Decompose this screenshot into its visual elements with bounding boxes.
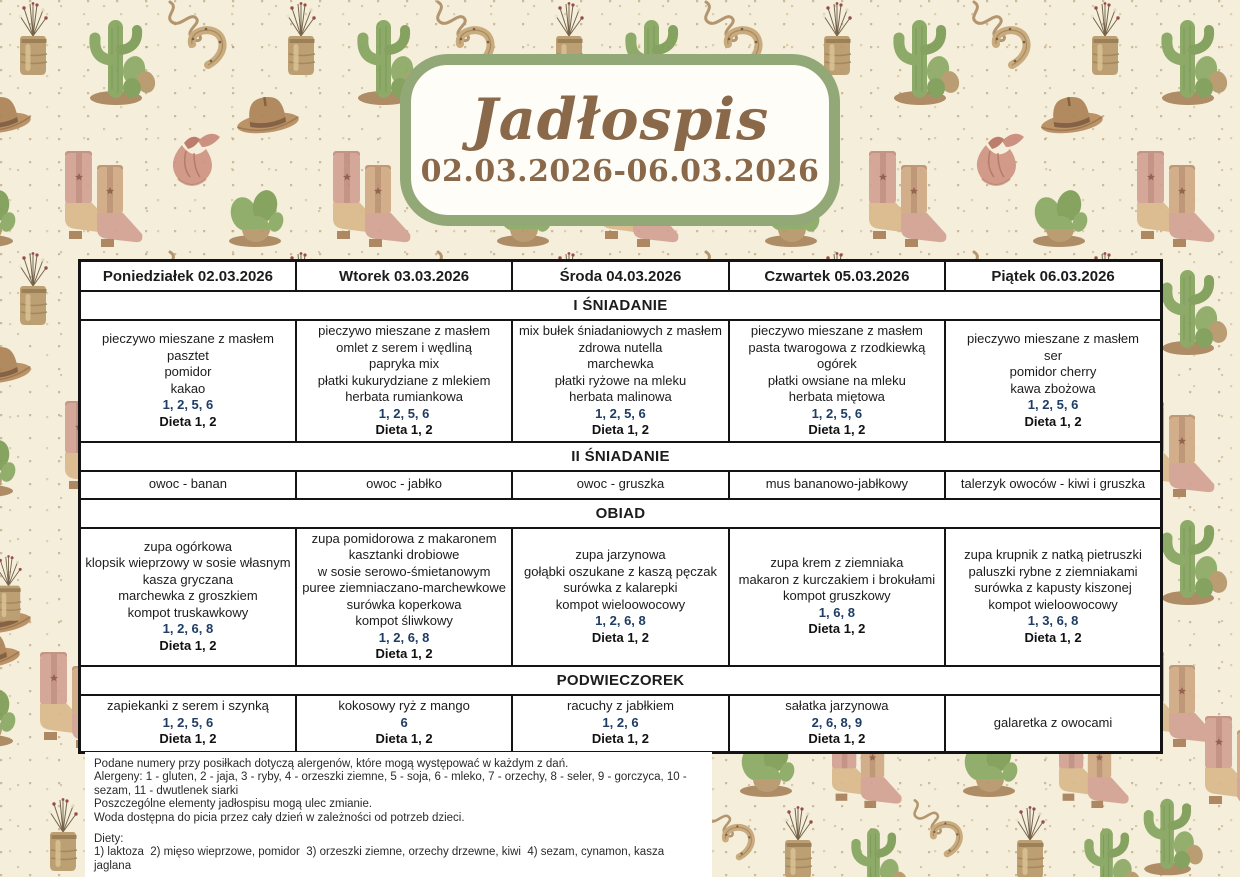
menu-item-line: pieczywo mieszane z masłem <box>318 323 491 338</box>
menu-item-line: herbata rumiankowa <box>345 389 463 404</box>
menu-item-line: owoc - banan <box>148 476 227 492</box>
diet-label: Dieta 1, 2 <box>591 629 650 645</box>
menu-item-line: omlet z serem i wędliną <box>336 339 472 355</box>
menu-item-line: kompot śliwkowy <box>355 613 453 628</box>
section-header-row <box>80 499 1162 528</box>
menu-cell <box>945 528 1161 666</box>
section-header-2: OBIAD <box>80 499 1162 528</box>
menu-item-line: w sosie serowo-śmietanowym <box>317 563 491 579</box>
page-title: Jadłospis <box>470 86 770 153</box>
menu-item-line: płatki owsiane na mleku <box>767 372 906 388</box>
menu-cell <box>512 320 728 442</box>
day-header-4: Piątek 06.03.2026 <box>945 261 1161 292</box>
section-content-row <box>80 528 1162 666</box>
menu-item-line: klopsik wieprzowy w sosie własnym <box>85 555 291 571</box>
menu-item-line: kakao <box>170 380 206 396</box>
menu-item-line: zupa pomidorowa z makaronem <box>311 530 497 546</box>
menu-cell <box>945 695 1161 753</box>
menu-item-line: ser <box>1044 347 1063 363</box>
menu-item-line: paluszki rybne z ziemniakami <box>968 563 1138 579</box>
section-content-row <box>80 695 1162 753</box>
menu-item-line: makaron z kurczakiem i brokułami <box>738 571 936 587</box>
menu-item-line: zupa krupnik z natką pietruszki <box>964 547 1142 562</box>
menu-cell <box>945 320 1161 442</box>
menu-item-line: marchewka z groszkiem <box>118 588 258 604</box>
date-range: 02.03.2026-06.03.2026 <box>420 154 820 189</box>
menu-item-line: pieczywo mieszane z masłem <box>750 323 923 338</box>
footer-line: 1) laktoza 2) mięso wieprzowe, pomidor 3) orzeszki ziemne, orzechy drzewne, kiwi 4) sezam, cynamon, kasza jaglana <box>94 846 668 872</box>
footer-line: Alergeny: 1 - gluten, 2 - jaja, 3 - ryby, 4 - orzeszki ziemne, 5 - soja, 6 - mleko, 7 - orzechy, 8 - seler, 9 - gorczyca, 10 - sezam, 11 - dwutlenek siarki <box>94 771 690 797</box>
allergen-numbers: 1, 2, 6, 8 <box>595 613 646 628</box>
menu-item-line: zdrowa nutella <box>578 339 663 355</box>
menu-item-line: puree ziemniaczano-marchewkowe <box>302 580 506 595</box>
menu-cell <box>512 471 728 499</box>
section-header-0: I ŚNIADANIE <box>80 291 1162 320</box>
section-content-row <box>80 320 1162 442</box>
diet-label: Dieta 1, 2 <box>808 731 866 747</box>
footer-line: Woda dostępna do picia przez cały dzień w zależności od potrzeb dzieci. <box>94 811 465 824</box>
menu-item-line: owoc - jabłko <box>366 476 443 492</box>
menu-item-line: mus bananowo-jabłkowy <box>765 476 909 492</box>
menu-cell <box>945 471 1161 499</box>
day-header-2: Środa 04.03.2026 <box>512 261 728 292</box>
allergen-numbers: 2, 6, 8, 9 <box>811 714 863 730</box>
allergen-numbers: 1, 6, 8 <box>818 604 855 620</box>
menu-item-line: płatki ryżowe na mleku <box>554 372 687 388</box>
diet-label: Dieta 1, 2 <box>159 637 217 653</box>
allergen-numbers: 1, 2, 5, 6 <box>378 405 430 421</box>
menu-cell <box>729 320 945 442</box>
footer-line: Diety: <box>94 833 124 846</box>
menu-item-line: herbata miętowa <box>788 389 885 404</box>
section-content-row <box>80 471 1162 499</box>
menu-cell <box>729 471 945 499</box>
menu-cell <box>729 695 945 753</box>
allergen-numbers: 1, 2, 5, 6 <box>162 714 214 730</box>
menu-item-line: pasztet <box>166 347 209 363</box>
menu-item-line: pieczywo mieszane z masłem <box>101 331 274 347</box>
menu-item-line: mix bułek śniadaniowych z masłem <box>518 323 722 338</box>
allergen-footnote-box <box>85 752 712 877</box>
menu-item-line: owoc - gruszka <box>576 476 665 492</box>
footer-line <box>94 825 703 833</box>
menu-item-line: płatki kukurydziane z mlekiem <box>317 372 491 388</box>
day-header-0: Poniedziałek 02.03.2026 <box>80 261 296 292</box>
menu-item-line: kompot wieloowocowy <box>555 596 686 612</box>
menu-item-line: galaretka z owocami <box>993 714 1113 730</box>
diet-label: Dieta 1, 2 <box>808 422 866 437</box>
menu-item-line: surówka z kalarepki <box>563 580 678 595</box>
menu-item-line: kasztanki drobiowe <box>348 547 460 562</box>
diet-label: Dieta 1, 2 <box>375 422 433 437</box>
weekly-menu-table <box>78 259 1163 754</box>
allergen-numbers: 1, 2, 5, 6 <box>1027 397 1079 413</box>
menu-cell <box>512 695 728 753</box>
day-header-1: Wtorek 03.03.2026 <box>296 261 512 292</box>
menu-cell <box>80 695 296 753</box>
menu-item-line: marchewka <box>587 356 654 371</box>
footer-line: Podane numery przy posiłkach dotyczą alergenów, które mogą występować w każdym z dań. <box>94 758 569 770</box>
menu-item-line: kasza gryczana <box>142 571 234 587</box>
menu-item-line: pieczywo mieszane z masłem <box>967 331 1139 347</box>
allergen-numbers: 6 <box>400 714 408 730</box>
day-header-row <box>80 261 1162 292</box>
menu-item-line: kompot gruszkowy <box>783 588 891 604</box>
section-header-row <box>80 666 1162 695</box>
allergen-numbers: 1, 3, 6, 8 <box>1027 613 1079 628</box>
menu-item-line: pomidor cherry <box>1009 364 1097 380</box>
section-header-row <box>80 442 1162 471</box>
menu-item-line: sałatka jarzynowa <box>785 698 889 714</box>
diet-label: Dieta 1, 2 <box>591 422 650 437</box>
menu-cell <box>80 471 296 499</box>
menu-item-line: surówka koperkowa <box>346 596 462 612</box>
menu-item-line: papryka mix <box>369 356 440 371</box>
diet-label: Dieta 1, 2 <box>159 731 217 747</box>
menu-item-line: talerzyk owoców - kiwi i gruszka <box>960 476 1146 492</box>
menu-cell <box>80 320 296 442</box>
menu-cell <box>296 528 512 666</box>
menu-item-line: kompot truskawkowy <box>127 604 249 620</box>
menu-item-line: pomidor <box>164 364 212 380</box>
menu-item-line: surówka z kapusty kiszonej <box>974 580 1132 595</box>
menu-cell <box>296 320 512 442</box>
menu-item-line: zupa jarzynowa <box>575 547 666 562</box>
menu-item-line: kokosowy ryż z mango <box>338 698 470 714</box>
menu-item-line: kompot wieloowocowy <box>988 596 1118 612</box>
allergen-numbers: 1, 2, 5, 6 <box>162 397 214 413</box>
menu-cell <box>729 528 945 666</box>
diet-label: Dieta 1, 2 <box>375 731 433 747</box>
diet-label: Dieta 1, 2 <box>591 731 650 747</box>
menu-item-line: racuchy z jabłkiem <box>567 698 674 714</box>
diet-label: Dieta 1, 2 <box>808 621 866 637</box>
menu-cell <box>512 528 728 666</box>
diet-label: Dieta 1, 2 <box>1024 413 1082 429</box>
menu-item-line: kawa zbożowa <box>1010 380 1096 396</box>
menu-item-line: ogórek <box>816 356 857 371</box>
menu-item-line: zapiekanki z serem i szynką <box>107 698 269 714</box>
section-header-row <box>80 291 1162 320</box>
diet-label: Dieta 1, 2 <box>375 646 433 661</box>
menu-item-line: zupa krem z ziemniaka <box>770 555 904 571</box>
diet-label: Dieta 1, 2 <box>1024 629 1082 645</box>
allergen-numbers: 1, 2, 5, 6 <box>595 405 646 421</box>
menu-item-line: herbata malinowa <box>569 389 672 404</box>
menu-cell <box>80 528 296 666</box>
menu-cell <box>296 471 512 499</box>
diet-label: Dieta 1, 2 <box>159 413 217 429</box>
footer-line: Poszczególne elementy jadłospisu mogą ulec zmianie. <box>94 798 373 811</box>
menu-cell <box>296 695 512 753</box>
menu-item-line: gołąbki oszukane z kaszą pęczak <box>524 563 717 579</box>
day-header-3: Czwartek 05.03.2026 <box>729 261 945 292</box>
section-header-3: PODWIECZOREK <box>80 666 1162 695</box>
section-header-1: II ŚNIADANIE <box>80 442 1162 471</box>
menu-item-line: zupa ogórkowa <box>143 538 233 554</box>
allergen-numbers: 1, 2, 6, 8 <box>378 629 430 645</box>
allergen-numbers: 1, 2, 6, 8 <box>162 621 214 637</box>
title-card <box>400 54 840 226</box>
menu-item-line: pasta twarogowa z rzodkiewką <box>748 339 926 355</box>
allergen-numbers: 1, 2, 5, 6 <box>811 405 863 421</box>
allergen-numbers: 1, 2, 6 <box>602 714 639 730</box>
